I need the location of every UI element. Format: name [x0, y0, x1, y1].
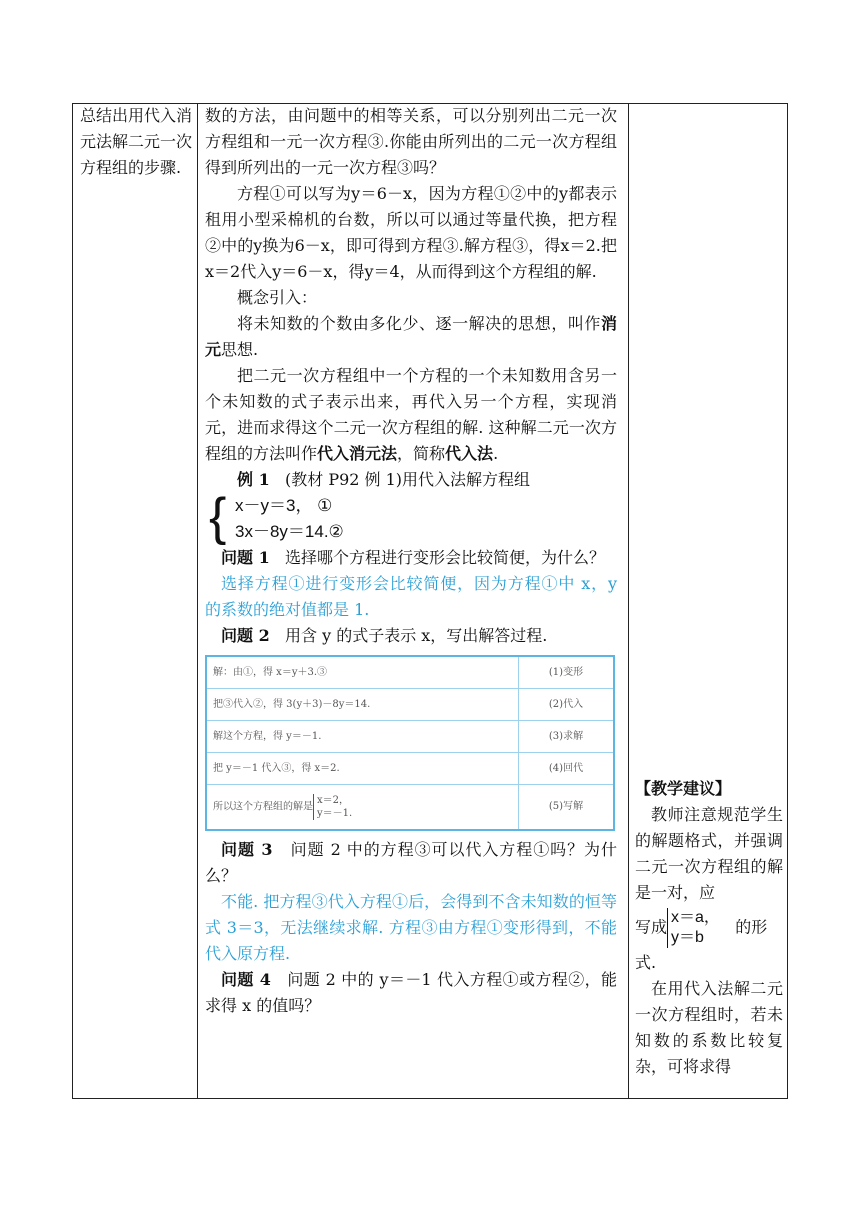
goal-text: 总结出用代入消元法解二元一次方程组的步骤.	[80, 106, 193, 177]
content-column	[205, 103, 617, 1019]
example-heading	[205, 467, 617, 493]
advice-form-end: 式.	[635, 953, 657, 972]
concept1-bold: 消元	[205, 314, 617, 359]
solution-steps-table	[205, 655, 615, 831]
example-label: 例 1	[237, 470, 270, 489]
brace-icon: {	[209, 488, 227, 546]
question-4	[205, 967, 617, 1019]
advice-form-suffix: 的形	[735, 917, 768, 937]
question-2	[205, 623, 617, 649]
table-row	[207, 753, 613, 785]
step-text: 把 y＝－1 代入③，得 x＝2.	[207, 753, 519, 785]
question-1	[205, 545, 617, 571]
concept1-a: 将未知数的个数由多化少、逐一解决的思想，叫作	[237, 314, 601, 333]
column-divider-1	[197, 104, 198, 1098]
goal-column	[80, 103, 192, 181]
example-text: (教材 P92 例 1)用代入法解方程组	[284, 470, 531, 489]
concept2-c: ，简称	[397, 444, 446, 463]
final-step-text: 所以这个方程组的解是	[213, 801, 313, 813]
concept2-bold-2: 代入法	[445, 444, 494, 463]
step-text-final	[207, 785, 519, 830]
step-text: 解这个方程，得 y＝－1.	[207, 721, 519, 753]
advice-form-y: y＝b	[671, 929, 704, 946]
teaching-advice-column	[635, 776, 783, 1080]
column-divider-2	[628, 104, 629, 1098]
equation-1: x－y＝3， ①	[235, 496, 333, 515]
equation-system	[209, 488, 617, 546]
question-1-text: 选择哪个方程进行变形会比较简便，为什么？	[284, 548, 605, 567]
advice-title: 【教学建议】	[635, 779, 732, 798]
table-row	[207, 689, 613, 721]
step-label: (2)代入	[519, 689, 614, 721]
advice-form-system	[667, 908, 720, 948]
step-label: (4)回代	[519, 753, 614, 785]
step-label: (5)写解	[519, 785, 614, 830]
advice-form-x: x＝a，	[671, 909, 720, 926]
concept-paragraph-2	[205, 363, 617, 467]
concept-title	[205, 285, 617, 311]
advice-paragraph-1: 教师注意规范学生的解题格式，并强调二元一次方程组的解是一对，应	[635, 805, 783, 902]
concept2-e: .	[493, 444, 499, 463]
final-y: y＝－1.	[317, 807, 353, 819]
concept-paragraph-1	[205, 311, 617, 363]
advice-form-prefix: 写成	[635, 917, 668, 937]
question-4-text: 问题 2 中的 y＝－1 代入方程①或方程②，能求得 x 的值吗？	[205, 970, 617, 1015]
step-label: (1)变形	[519, 657, 614, 689]
final-x: x＝2，	[317, 794, 350, 806]
answer-3: 不能. 把方程③代入方程①后，会得到不含未知数的恒等式 3＝3，无法继续求解. 方程③由方程①变形得到，不能代入原方程.	[205, 892, 617, 963]
final-solution-pair	[313, 794, 352, 820]
concept2-bold-1: 代入消元法	[317, 444, 398, 463]
answer-1: 选择方程①进行变形会比较简便，因为方程①中 x，y 的系数的绝对值都是 1.	[205, 574, 617, 619]
question-3-label: 问题 3	[221, 840, 273, 859]
table-row	[207, 785, 613, 830]
question-4-label: 问题 4	[221, 970, 271, 989]
question-3	[205, 837, 617, 889]
concept-title-text: 概念引入：	[237, 288, 318, 307]
table-row	[207, 721, 613, 753]
step-label: (3)求解	[519, 721, 614, 753]
question-2-label: 问题 2	[221, 626, 270, 645]
advice-paragraph-2: 在用代入法解二元一次方程组时，若未知数的系数比较复杂，可将求得	[635, 979, 783, 1076]
question-2-text: 用含 y 的式子表示 x，写出解答过程.	[284, 626, 548, 645]
intro-paragraph: 数的方法，由问题中的相等关系，可以分别列出二元一次方程组和一元一次方程③.你能由所列出的二元一次方程组得到所列出的一元一次方程③吗？	[205, 106, 617, 177]
concept2-a: 把二元一次方程组中一个方程的一个未知数用含另一个未知数的式子表示出来，再代入另一个方程，实现消元，进而求得这个二元一次方程组的解. 这种解二元一次方程组的方法叫作	[205, 366, 617, 463]
question-3-text: 问题 2 中的方程③可以代入方程①吗？为什么？	[205, 840, 617, 885]
question-1-label: 问题 1	[221, 548, 270, 567]
explain-paragraph: 方程①可以写为y＝6－x，因为方程①②中的y都表示租用小型采棉机的台数，所以可以通过等量代换，把方程②中的y换为6－x，即可得到方程③.解方程③，得x＝2.把x＝2代入y＝6－x，得y＝4，从而得到这个方程组的解.	[205, 184, 617, 281]
table-row	[207, 657, 613, 689]
advice-form-line	[635, 908, 783, 948]
step-text: 把③代入②，得 3(y＋3)－8y＝14.	[207, 689, 519, 721]
step-text: 解：由①，得 x＝y＋3.③	[207, 657, 519, 689]
concept1-c: 思想.	[221, 340, 259, 359]
equation-2: 3x－8y＝14.②	[235, 522, 344, 541]
